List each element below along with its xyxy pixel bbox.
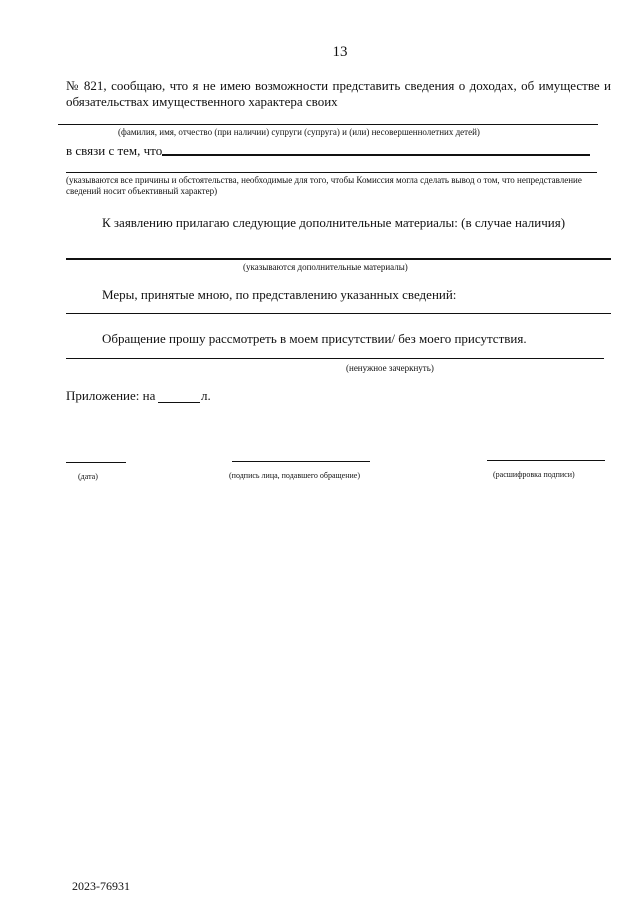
page-number: 13 bbox=[332, 44, 348, 60]
date-line bbox=[66, 462, 126, 463]
strike-caption: (ненужное зачеркнуть) bbox=[346, 363, 434, 373]
presence-line bbox=[66, 358, 604, 359]
signature-line bbox=[232, 461, 370, 462]
reason-label: в связи с тем, что bbox=[66, 143, 163, 158]
attachment-pages-line bbox=[158, 402, 200, 403]
reason-line-1 bbox=[162, 154, 590, 156]
presence-text: Обращение прошу рассмотреть в моем присутствии/ без моего присутствия. bbox=[102, 331, 527, 346]
document-id: 2023-76931 bbox=[72, 879, 130, 893]
measures-text: Меры, принятые мною, по представлению указанных сведений: bbox=[102, 287, 457, 302]
materials-line bbox=[66, 258, 611, 260]
materials-caption: (указываются дополнительные материалы) bbox=[243, 262, 408, 272]
date-caption: (дата) bbox=[78, 472, 98, 481]
measures-line bbox=[66, 313, 611, 314]
reason-line-2 bbox=[66, 172, 597, 173]
attachment-suffix: л. bbox=[201, 388, 211, 403]
intro-paragraph: № 821, сообщаю, что я не имею возможности представить сведения о доходах, об имуществе и обязательствах имущественного характера своих bbox=[66, 78, 611, 109]
relatives-line bbox=[58, 124, 598, 125]
relatives-caption: (фамилия, имя, отчество (при наличии) супруги (супруга) и (или) несовершеннолетних детей) bbox=[118, 127, 480, 137]
attachment-label: Приложение: на bbox=[66, 388, 156, 403]
reasons-caption: (указываются все причины и обстоятельства, необходимые для того, чтобы Комиссия могла сделать вывод о том, что непредставление сведений носит объективный характер) bbox=[66, 175, 582, 196]
signature-caption: (подпись лица, подавшего обращение) bbox=[229, 471, 361, 480]
decode-caption: (расшифровка подписи) bbox=[493, 470, 575, 479]
decode-line bbox=[487, 460, 605, 461]
materials-text: К заявлению прилагаю следующие дополнительные материалы: (в случае наличия) bbox=[102, 215, 566, 230]
